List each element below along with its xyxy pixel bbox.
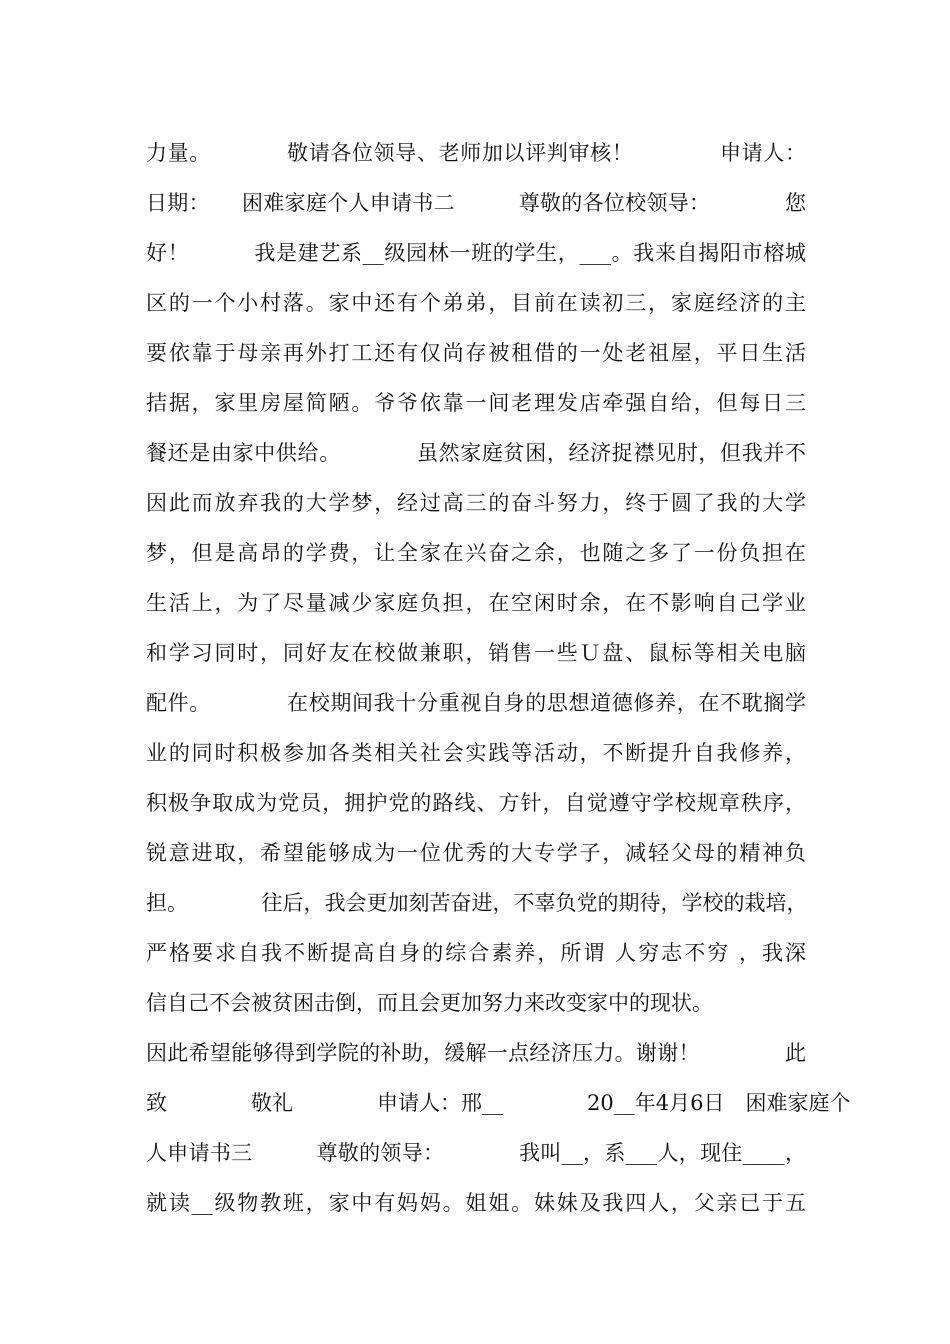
text-line: 餐还是由家中供给。 虽然家庭贫困，经济捉襟见肘，但我并不 <box>146 441 806 465</box>
text-line: 因此而放弃我的大学梦，经过高三的奋斗努力，终于圆了我的大学 <box>146 491 806 515</box>
text-line: 生活上，为了尽量减少家庭负担，在空闲时余，在不影响自己学业 <box>146 591 806 615</box>
text-line: 因此希望能够得到学院的补助，缓解一点经济压力。谢谢！ 此 <box>146 1041 806 1065</box>
text-line: 严格要求自我不断提高自身的综合素养，所谓 人穷志不穷 ，我深 <box>146 941 806 965</box>
text-line: 拮据，家里房屋简陋。爷爷依靠一间老理发店牵强自给，但每日三 <box>146 391 806 415</box>
text-line: 信自己不会被贫困击倒，而且会更加努力来改变家中的现状。 <box>146 991 713 1015</box>
text-line: 积极争取成为党员，拥护党的路线、方针，自觉遵守学校规章秩序， <box>146 791 806 815</box>
body-text <box>146 128 851 1228</box>
text-line: 锐意进取，希望能够成为一位优秀的大专学子，减轻父母的精神负 <box>146 841 806 865</box>
text-line: 日期： 困难家庭个人申请书二 尊敬的各位校领导： 您 <box>146 191 806 215</box>
text-line: 业的同时积极参加各类相关社会实践等活动，不断提升自我修养， <box>146 741 806 765</box>
text-line: 梦，但是高昂的学费，让全家在兴奋之余，也随之多了一份负担在 <box>146 541 806 565</box>
text-line: 人申请书三 尊敬的领导： 我叫__，系___人，现住____， <box>146 1141 806 1165</box>
text-line: 和学习同时，同好友在校做兼职，销售一些Ｕ盘、鼠标等相关电脑 <box>146 641 806 665</box>
text-line: 配件。 在校期间我十分重视自身的思想道德修养，在不耽搁学 <box>146 691 806 715</box>
text-line: 区的一个小村落。家中还有个弟弟，目前在读初三，家庭经济的主 <box>146 291 806 315</box>
text-line: 要依靠于母亲再外打工还有仅尚存被租借的一处老祖屋，平日生活 <box>146 341 806 365</box>
text-line: 致 敬礼 申请人：邢__ 20__年4月6日 困难家庭个 <box>146 1091 851 1115</box>
text-line: 担。 往后，我会更加刻苦奋进，不辜负党的期待，学校的栽培， <box>146 891 808 915</box>
text-line: 就读__级物教班，家中有妈妈。姐姐。妹妹及我四人，父亲已于五 <box>146 1191 806 1215</box>
text-line: 力量。 敬请各位领导、老师加以评判审核！ 申请人： <box>146 141 806 165</box>
text-line: 好！ 我是建艺系__级园林一班的学生，___。我来自揭阳市榕城 <box>146 241 806 265</box>
